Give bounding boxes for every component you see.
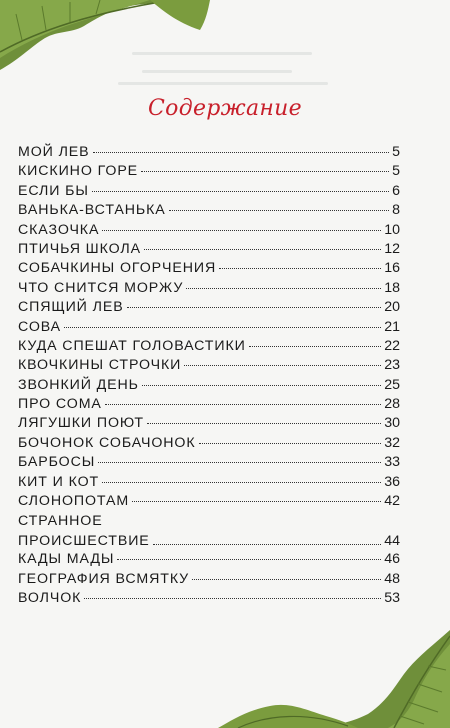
- toc-page-number: 25: [384, 376, 400, 393]
- dot-leader: [132, 501, 381, 502]
- toc-page-number: 46: [384, 551, 400, 568]
- toc-entry-title: ПТИЧЬЯ ШКОЛА: [18, 240, 141, 257]
- toc-entry[interactable]: [18, 571, 400, 590]
- toc-entry-title: КУДА СПЕШАТ ГОЛОВАСТИКИ: [18, 337, 246, 354]
- toc-page-number: 6: [392, 182, 400, 199]
- toc-page-number: 21: [384, 318, 400, 335]
- toc-entry[interactable]: [18, 260, 400, 279]
- dot-leader: [199, 443, 382, 444]
- toc-entry-title-line-1: СТРАННОЕ: [18, 513, 103, 530]
- dot-leader: [117, 559, 381, 560]
- toc-entry[interactable]: [18, 493, 400, 512]
- toc-entry-title: БОЧОНОК СОБАЧОНОК: [18, 434, 196, 451]
- dot-leader: [64, 327, 381, 328]
- dot-leader: [141, 171, 389, 172]
- toc-entry[interactable]: [18, 415, 400, 434]
- dot-leader: [249, 346, 381, 347]
- toc-entry-title: ЧТО СНИТСЯ МОРЖУ: [18, 279, 184, 296]
- toc-entry[interactable]: [18, 319, 400, 338]
- leaf-illustration-bottom: [218, 630, 450, 728]
- leaf-illustration-top: [0, 0, 210, 74]
- dot-leader: [186, 288, 381, 289]
- dot-leader: [144, 249, 381, 250]
- toc-page-number: 32: [384, 434, 400, 451]
- toc-page-number: 20: [384, 299, 400, 316]
- toc-entry-title: БАРБОСЫ: [18, 454, 96, 471]
- toc-page-number: 12: [384, 240, 400, 257]
- toc-entry-title: КВОЧКИНЫ СТРОЧКИ: [18, 357, 182, 374]
- toc-entry-title: ЕСЛИ БЫ: [18, 182, 89, 199]
- toc-entry-title: МОЙ ЛЕВ: [18, 144, 90, 160]
- toc-page-number: 48: [384, 570, 400, 587]
- toc-entry[interactable]: [18, 222, 400, 241]
- page-title: Содержание: [148, 96, 302, 121]
- dot-leader: [153, 544, 382, 545]
- toc-entry-title: СЛОНОПОТАМ: [18, 493, 130, 510]
- toc-page-number: 18: [384, 279, 400, 296]
- toc-entry-title: СОБАЧКИНЫ ОГОРЧЕНИЯ: [18, 260, 217, 277]
- dot-leader: [127, 307, 382, 308]
- toc-entry[interactable]: [18, 551, 400, 570]
- dot-leader: [98, 462, 381, 463]
- toc-entry-title: КИТ И КОТ: [18, 473, 100, 490]
- dot-leader: [102, 482, 381, 483]
- dot-leader: [93, 152, 390, 153]
- faint-bleed-line: [142, 70, 292, 73]
- dot-leader: [92, 191, 389, 192]
- dot-leader: [102, 230, 381, 231]
- toc-page-number: 16: [384, 260, 400, 277]
- toc-page-number: 33: [384, 454, 400, 471]
- toc-entry[interactable]: [18, 474, 400, 493]
- toc-page-number: 23: [384, 357, 400, 374]
- toc-page-number: 5: [392, 163, 400, 180]
- toc-page-number: 8: [392, 202, 400, 219]
- toc-entry[interactable]: [18, 590, 400, 609]
- toc-entry[interactable]: [18, 183, 400, 202]
- toc-page-number: 30: [384, 415, 400, 432]
- faint-bleed-line: [132, 52, 312, 55]
- toc-page-number: 5: [392, 144, 400, 160]
- toc-entry-title: СКАЗОЧКА: [18, 221, 100, 238]
- toc-entry[interactable]: [18, 280, 400, 299]
- dot-leader: [169, 210, 389, 211]
- dot-leader: [147, 423, 381, 424]
- toc-entry[interactable]: [18, 202, 400, 221]
- toc-entry-title: ЗВОНКИЙ ДЕНЬ: [18, 376, 139, 393]
- toc-entry-title: [18, 512, 150, 551]
- toc-entry[interactable]: [18, 299, 400, 318]
- toc-entry-title-line-2: ПРОИСШЕСТВИЕ: [18, 532, 150, 549]
- toc-page-number: 10: [384, 221, 400, 238]
- toc-entry-title: КИСКИНО ГОРЕ: [18, 163, 139, 180]
- toc-entry[interactable]: [18, 435, 400, 454]
- toc-entry[interactable]: [18, 338, 400, 357]
- dot-leader: [219, 268, 381, 269]
- toc-entry[interactable]: [18, 512, 400, 551]
- toc-entry-title: ГЕОГРАФИЯ ВСМЯТКУ: [18, 570, 190, 587]
- toc-entry-title: ВОЛЧОК: [18, 590, 82, 606]
- toc-entry[interactable]: [18, 241, 400, 260]
- dot-leader: [192, 579, 381, 580]
- toc-entry-title: ПРО СОМА: [18, 396, 102, 413]
- table-of-contents: [18, 144, 400, 609]
- toc-entry-title: СПЯЩИЙ ЛЕВ: [18, 299, 124, 316]
- toc-page-number: 44: [384, 532, 400, 549]
- toc-entry[interactable]: [18, 396, 400, 415]
- faint-bleed-line: [118, 82, 328, 85]
- toc-entry[interactable]: [18, 357, 400, 376]
- toc-entry-title: КАДЫ МАДЫ: [18, 551, 115, 568]
- toc-entry[interactable]: [18, 144, 400, 163]
- toc-entry[interactable]: [18, 454, 400, 473]
- toc-entry-title: ЛЯГУШКИ ПОЮТ: [18, 415, 144, 432]
- dot-leader: [142, 385, 381, 386]
- toc-page-number: 22: [384, 337, 400, 354]
- toc-page-number: 53: [384, 590, 400, 606]
- dot-leader: [105, 404, 381, 405]
- toc-entry-title: ВАНЬКА-ВСТАНЬКА: [18, 202, 166, 219]
- dot-leader: [184, 365, 381, 366]
- toc-page-number: 42: [384, 493, 400, 510]
- toc-entry[interactable]: [18, 163, 400, 182]
- toc-page-number: 36: [384, 473, 400, 490]
- toc-entry-title: СОВА: [18, 318, 62, 335]
- toc-entry[interactable]: [18, 377, 400, 396]
- toc-page-number: 28: [384, 396, 400, 413]
- dot-leader: [84, 598, 381, 599]
